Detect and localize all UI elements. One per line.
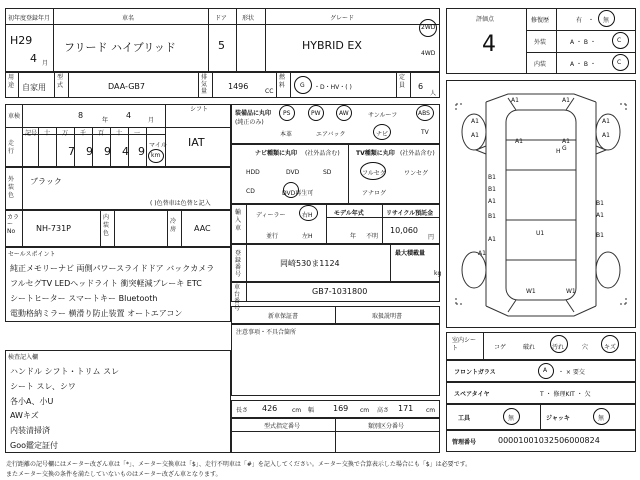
seat-item: キズ [604, 344, 616, 351]
chassis-value: GB7-1031800 [312, 287, 368, 296]
damage-label: G [562, 145, 567, 152]
sales-point-line: 電動格納ミラー 横滑り防止装置 オートエアコン [10, 309, 183, 318]
footer-line2: またメーター交換の条件を満たしていないものはメーター改ざん車となります。 [6, 471, 222, 478]
doors: 5 [218, 39, 225, 52]
damage-label: A1 [488, 236, 496, 243]
length-unit: cm [292, 407, 302, 414]
drive-4wd: 4WD [421, 50, 436, 57]
chassis-label: 車台番号 [234, 284, 241, 312]
mileage-unit-km: km [151, 152, 161, 159]
model-year-unit: 年 [350, 233, 357, 240]
spare-rest: T ・ 修理KIT ・ 欠 [540, 391, 591, 398]
sales-point-line: 純正メモリーナビ 両側パワースライドドア バックカメラ [10, 264, 215, 273]
seat-item: コゲ [494, 344, 507, 351]
reg-month-unit: 月 [42, 60, 49, 67]
damage-label: B1 [596, 200, 604, 207]
capacity-label: 定員 [399, 74, 406, 89]
color-code-label: カラー No [7, 214, 20, 235]
jack-none: 無 [598, 415, 605, 422]
mileage-digit: 7 [68, 145, 75, 158]
navi-sub: (社外品含む) [305, 150, 340, 157]
inspector-line: 各小A、小U [10, 397, 54, 406]
mgmt-value: 00001001032506000824 [498, 436, 600, 445]
mileage-label: 走行 [8, 140, 15, 155]
mileage-col-3: 千 [80, 130, 87, 137]
damage-label: A1 [602, 118, 610, 125]
sales-point-line: シートヒーター スマートキー Bluetooth [10, 294, 158, 303]
width-unit: cm [360, 407, 370, 414]
shift-label: シフト [190, 106, 209, 113]
navi-dvd-play: DVD再生可 [282, 190, 314, 197]
inspector-line: AWキズ [10, 411, 39, 420]
windshield-label: フロントガラス [454, 369, 496, 376]
fuel-g: G [300, 82, 305, 89]
tv-fullseg: フルセグ [362, 170, 386, 177]
score-value: 4 [482, 32, 496, 57]
mgmt-label: 管理番号 [452, 439, 477, 446]
import-dealer: ディーラー [256, 212, 286, 219]
import-parallel: 並行 [266, 233, 279, 240]
inspector-line: ハンドル シフト・トリム スレ [10, 367, 120, 376]
model-year-label: モデル年式 [334, 210, 364, 217]
seat-label: 室内シート [452, 337, 477, 352]
ac-label: 冷房 [170, 218, 177, 233]
equip-ps: PS [283, 110, 291, 117]
height-unit: cm [426, 407, 436, 414]
damage-label: B1 [596, 232, 604, 239]
windshield-a: A [543, 367, 548, 374]
mileage-col-2: 万 [62, 130, 69, 137]
grade-label: グレード [330, 15, 355, 22]
mileage-digit: 9 [104, 145, 111, 158]
spare-label: スペアタイヤ [454, 391, 490, 398]
damage-label: B1 [488, 186, 496, 193]
damage-label: A1 [478, 250, 486, 257]
damage-label: W1 [526, 288, 536, 295]
damage-label: A1 [602, 132, 610, 139]
score-label: 評価点 [476, 16, 495, 23]
exterior-label: 外装色 [8, 176, 15, 199]
displacement: 1496 [228, 82, 249, 91]
reg-month: 4 [30, 52, 37, 65]
car-name-label: 車名 [122, 15, 135, 22]
model-code: DAA-GB7 [108, 82, 145, 91]
exterior-grade-value: C [617, 37, 622, 44]
inspector-line: Goo鑑定証付 [10, 441, 58, 450]
damage-label: A1 [596, 212, 604, 219]
mileage-col-5: 十 [116, 130, 123, 137]
reg-year: H29 [10, 34, 33, 47]
seat-item: 破れ [523, 344, 536, 351]
damage-label: B1 [488, 174, 496, 181]
damage-label: A1 [471, 118, 479, 125]
mileage-col-0: 記号 [25, 130, 38, 137]
interior-grade-value: C [617, 59, 622, 66]
equip-pw: PW [311, 110, 321, 117]
equipment-label: 装備品に丸印 [235, 110, 272, 117]
usage-label: 用途 [8, 74, 15, 89]
fuel-label: 燃料 [279, 74, 286, 89]
windshield-rest: ・ × 要交 [558, 369, 585, 376]
kg-unit: kg [434, 270, 442, 277]
navi-label: ナビ種類に丸印 [255, 150, 298, 157]
mileage-digit: 4 [122, 145, 129, 158]
mileage-col-6: 一 [134, 130, 141, 137]
inspection-month: 4 [126, 111, 132, 120]
import-right-hand: 右H [302, 212, 313, 219]
ac: AAC [194, 224, 211, 233]
repair-yes: 有 [576, 17, 583, 24]
recycle-unit: 円 [428, 234, 435, 241]
equip-abs: ABS [418, 110, 430, 117]
class-label: 類別区分番号 [368, 423, 405, 430]
inspection-year: 8 [78, 111, 84, 120]
cc-unit: CC [265, 88, 274, 95]
tv-sub: (社外品含む) [400, 150, 435, 157]
recycle-value: 10,060 [390, 226, 418, 235]
damage-label: H [556, 148, 561, 155]
reg-year-label: 初年度登録年月 [8, 15, 51, 22]
tools-none: 無 [508, 415, 515, 422]
displacement-label: 排気量 [201, 74, 208, 95]
tv-label: TV種類に丸印 [356, 150, 395, 157]
interior-grade-label: 内装 [534, 61, 547, 68]
inspection-year-unit: 年 [102, 117, 109, 124]
drive-2wd: 2WD [421, 24, 436, 31]
damage-label: A1 [562, 138, 570, 145]
jack-label: ジャッキ [546, 415, 570, 422]
exterior-color: ブラック [30, 177, 62, 186]
footer-line1: 走行距離の記号欄にはメーター改ざん車は「*」、メーター交換車は「$」、走行不明車は「#」を記入してください。メーター交換で合算表示した場合にも「$」は必要です。 [6, 461, 472, 468]
equip-tv: TV [421, 129, 429, 136]
capacity: 6 [418, 82, 424, 91]
repair-none: 無 [603, 17, 610, 24]
width-value: 169 [333, 404, 349, 413]
sales-point-line: フルセグTV LEDヘッドライト 衝突軽減ブレーキ ETC [10, 279, 202, 288]
registration-plate: 岡崎530ま1124 [280, 259, 340, 268]
exterior-grade-scale: A ・ B ・ [570, 39, 596, 46]
interior-color-label: 内装色 [103, 214, 110, 237]
type-designation-label: 型式指定番号 [264, 423, 301, 430]
person-unit: 人 [430, 90, 437, 97]
navi-sd: SD [323, 169, 332, 176]
damage-label: A1 [562, 97, 570, 104]
seat-item: 穴 [582, 344, 589, 351]
grade: HYBRID EX [302, 39, 362, 52]
width-label: 幅 [308, 407, 315, 414]
equip-aw: AW [339, 110, 349, 117]
exterior-grade-label: 外装 [534, 39, 547, 46]
inspector-line: シート スレ、シワ [10, 382, 76, 391]
car-name: フリード ハイブリッド [64, 41, 176, 54]
inspector-line: 内装清掃済 [10, 426, 50, 435]
repair-label: 修復歴 [531, 17, 550, 24]
tv-oneseg: ワンセグ [404, 170, 429, 177]
mileage-digit: 9 [138, 145, 145, 158]
mileage-digit: 9 [86, 145, 93, 158]
damage-label: U1 [536, 230, 545, 237]
tools-label: 工具 [458, 415, 471, 422]
type-label: 型式 [57, 74, 64, 89]
model-year-unknown: 不明 [366, 233, 379, 240]
damage-label: A1 [511, 97, 519, 104]
usage: 自家用 [22, 83, 46, 92]
mileage-unit-mile: マイル [149, 142, 167, 149]
interior-grade-scale: A ・ B ・ [570, 61, 596, 68]
manual-label: 取扱説明書 [372, 313, 403, 320]
navi-hdd: HDD [246, 169, 260, 176]
height-value: 171 [398, 404, 414, 413]
fuel-rest: ・D・HV・( ) [314, 84, 352, 91]
mileage-col-4: 百 [98, 130, 105, 137]
navi-cd: CD [246, 188, 255, 195]
height-label: 高さ [377, 407, 390, 414]
equip-sunroof: サンルーフ [368, 112, 398, 119]
shift: IAT [188, 136, 205, 149]
length-label: 長さ [236, 407, 249, 414]
tv-analog: アナログ [362, 190, 387, 197]
registration-label: 登録番号 [235, 250, 242, 278]
inspection-month-unit: 月 [148, 117, 155, 124]
damage-label: A1 [471, 132, 479, 139]
doors-label: ドア [215, 15, 227, 22]
navi-dvd: DVD [286, 169, 300, 176]
sales-points-label: セールスポイント [8, 251, 56, 258]
import-left-hand: 左H [302, 233, 313, 240]
inspection-label: 車検 [8, 113, 21, 120]
repair-sep: ・ [588, 17, 595, 24]
new-warranty-label: 新車保証書 [268, 313, 299, 320]
damage-label: B1 [488, 213, 496, 220]
equip-airbag: エアバック [316, 131, 346, 138]
recycle-label: リサイクル預託金 [386, 210, 434, 217]
max-load-label: 最大積載量 [395, 250, 426, 257]
exterior-note: ( )色替車は色替と記入 [150, 200, 211, 207]
color-code: NH-731P [36, 224, 71, 233]
seat-item: 汚れ [552, 344, 565, 351]
damage-label: W1 [566, 288, 576, 295]
equipment-sub: (純正のみ) [235, 119, 264, 126]
inspector-label: 検査記入欄 [8, 354, 39, 361]
length-value: 426 [262, 404, 278, 413]
equip-leather: 本革 [280, 131, 293, 138]
equip-navi: ナビ [376, 131, 389, 138]
row2-table [5, 72, 440, 98]
import-label: 輸入車 [235, 209, 242, 232]
damage-label: A1 [515, 138, 523, 145]
shape-label: 形状 [242, 15, 255, 22]
mileage-col-1: 十 [44, 130, 51, 137]
notes-label: 注意事項・不具合箇所 [236, 329, 297, 336]
damage-label: A1 [488, 198, 496, 205]
